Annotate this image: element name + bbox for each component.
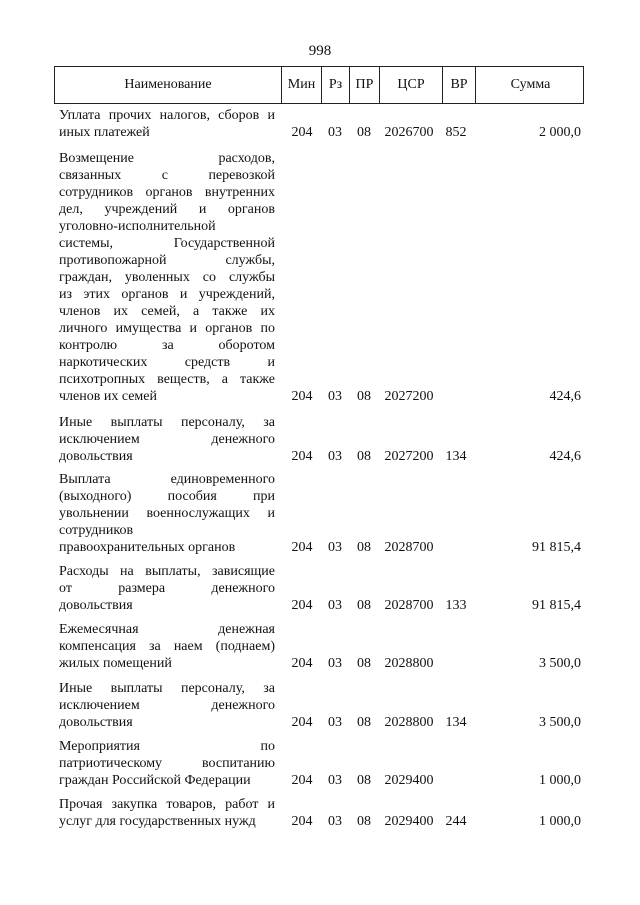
- row-name-line: психотропных веществ, а также: [59, 372, 275, 387]
- row-name-line: уголовно-исполнительной: [59, 219, 216, 234]
- row-min: 204: [291, 715, 313, 730]
- row-vr: 134: [445, 449, 467, 464]
- row-rz: 03: [328, 540, 342, 555]
- header-name: Наименование: [124, 77, 212, 92]
- row-sum: 2 000,0: [539, 125, 581, 140]
- row-rz: 03: [328, 598, 342, 613]
- table-row: [0, 738, 640, 789]
- row-name: [59, 738, 275, 789]
- row-name-line: граждан, уволенных со службы: [59, 270, 275, 285]
- row-csr: 2029400: [384, 773, 434, 788]
- row-min: 204: [291, 449, 313, 464]
- row-sum: 91 815,4: [532, 540, 581, 555]
- row-name-line: Ежемесячная денежная: [59, 622, 275, 637]
- row-name: [59, 621, 275, 672]
- row-name-line: сотрудников органов внутренних: [59, 185, 275, 200]
- row-pr: 08: [357, 715, 371, 730]
- row-name: [59, 150, 275, 405]
- row-name-line: иных платежей: [59, 125, 150, 140]
- row-name-line: (выходного) пособия при: [59, 489, 275, 504]
- row-sum: 3 500,0: [539, 715, 581, 730]
- row-name-line: довольствия: [59, 598, 133, 613]
- row-name-line: сотрудников: [59, 523, 134, 538]
- row-rz: 03: [328, 773, 342, 788]
- row-min: 204: [291, 540, 313, 555]
- row-vr: 852: [445, 125, 467, 140]
- row-rz: 03: [328, 125, 342, 140]
- header-csr: ЦСР: [379, 67, 442, 103]
- row-pr: 08: [357, 773, 371, 788]
- header-min: Мин: [281, 67, 321, 103]
- row-name-line: личного имущества и органов по: [59, 321, 275, 336]
- row-name-line: Прочая закупка товаров, работ и: [59, 797, 275, 812]
- row-rz: 03: [328, 389, 342, 404]
- table-row: [0, 563, 640, 614]
- row-vr: 133: [445, 598, 467, 613]
- page-number: 998: [308, 43, 332, 59]
- row-csr: 2027200: [384, 449, 434, 464]
- row-csr: 2028700: [384, 540, 434, 555]
- row-vr: 134: [445, 715, 467, 730]
- header-rz: Рз: [321, 67, 349, 103]
- row-name-line: Уплата прочих налогов, сборов и: [59, 108, 275, 123]
- row-name-line: Мероприятия по: [59, 739, 275, 754]
- row-csr: 2028700: [384, 598, 434, 613]
- row-min: 204: [291, 773, 313, 788]
- row-vr: [439, 655, 473, 672]
- row-name-line: системы, Государственной: [59, 236, 275, 251]
- table-row: [0, 796, 640, 830]
- row-name-line: исключением денежного: [59, 432, 275, 447]
- table-row: [0, 680, 640, 731]
- row-name-line: увольнении военнослужащих и: [59, 506, 275, 521]
- row-pr: 08: [357, 449, 371, 464]
- row-name-line: связанных с перевозкой: [59, 168, 275, 183]
- row-name-line: дел, учреждений и органов: [59, 202, 275, 217]
- row-min: 204: [291, 656, 313, 671]
- row-name-line: наркотических средств и: [59, 355, 275, 370]
- row-min: 204: [291, 814, 313, 829]
- row-vr: [439, 772, 473, 789]
- row-pr: 08: [357, 656, 371, 671]
- row-min: 204: [291, 125, 313, 140]
- row-name-line: Расходы на выплаты, зависящие: [59, 564, 275, 579]
- row-vr: 244: [445, 814, 467, 829]
- table-row: [0, 107, 640, 141]
- row-name-line: довольствия: [59, 715, 133, 730]
- row-name-line: членов их семей, а также их: [59, 304, 275, 319]
- row-name: [59, 414, 275, 465]
- row-name-line: компенсация за наем (поднаем): [59, 639, 275, 654]
- row-min: 204: [291, 598, 313, 613]
- row-name-line: жилых помещений: [59, 656, 172, 671]
- row-csr: 2028800: [384, 656, 434, 671]
- row-sum: 1 000,0: [539, 814, 581, 829]
- table-row: [0, 621, 640, 672]
- row-sum: 424,6: [549, 389, 581, 404]
- row-rz: 03: [328, 715, 342, 730]
- header-sum: Сумма: [475, 67, 585, 103]
- row-csr: 2028800: [384, 715, 434, 730]
- row-vr: [439, 388, 473, 405]
- table-row: [0, 414, 640, 465]
- header-pr: ПР: [349, 67, 379, 103]
- row-name: [59, 107, 275, 141]
- row-sum: 424,6: [549, 449, 581, 464]
- row-name: [59, 471, 275, 556]
- row-name-line: контролю за оборотом: [59, 338, 275, 353]
- row-vr: [439, 539, 473, 556]
- row-name-line: услуг для государственных нужд: [59, 814, 256, 829]
- row-pr: 08: [357, 598, 371, 613]
- row-pr: 08: [357, 125, 371, 140]
- row-name-line: правоохранительных органов: [59, 540, 236, 555]
- row-name: [59, 563, 275, 614]
- row-sum: 1 000,0: [539, 773, 581, 788]
- table-header: [54, 66, 584, 104]
- row-pr: 08: [357, 389, 371, 404]
- row-sum: 3 500,0: [539, 656, 581, 671]
- row-name-line: патриотическому воспитанию: [59, 756, 275, 771]
- row-name-line: от размера денежного: [59, 581, 275, 596]
- row-rz: 03: [328, 814, 342, 829]
- row-name-line: граждан Российской Федерации: [59, 773, 251, 788]
- row-name-line: противопожарной службы,: [59, 253, 275, 268]
- row-name: [59, 680, 275, 731]
- row-rz: 03: [328, 449, 342, 464]
- row-rz: 03: [328, 656, 342, 671]
- row-name-line: довольствия: [59, 449, 133, 464]
- row-csr: 2029400: [384, 814, 434, 829]
- row-pr: 08: [357, 540, 371, 555]
- row-csr: 2026700: [384, 125, 434, 140]
- row-pr: 08: [357, 814, 371, 829]
- row-sum: 91 815,4: [532, 598, 581, 613]
- row-name-line: членов их семей: [59, 389, 157, 404]
- header-vr: ВР: [442, 67, 475, 103]
- row-name-line: Выплата единовременного: [59, 472, 275, 487]
- row-name: [59, 796, 275, 830]
- table-row: [0, 471, 640, 556]
- row-name-line: Иные выплаты персоналу, за: [59, 415, 275, 430]
- row-name-line: Иные выплаты персоналу, за: [59, 681, 275, 696]
- row-min: 204: [291, 389, 313, 404]
- row-name-line: Возмещение расходов,: [59, 151, 275, 166]
- row-name-line: исключением денежного: [59, 698, 275, 713]
- row-name-line: из этих органов и учреждений,: [59, 287, 275, 302]
- table-row: [0, 150, 640, 405]
- row-csr: 2027200: [384, 389, 434, 404]
